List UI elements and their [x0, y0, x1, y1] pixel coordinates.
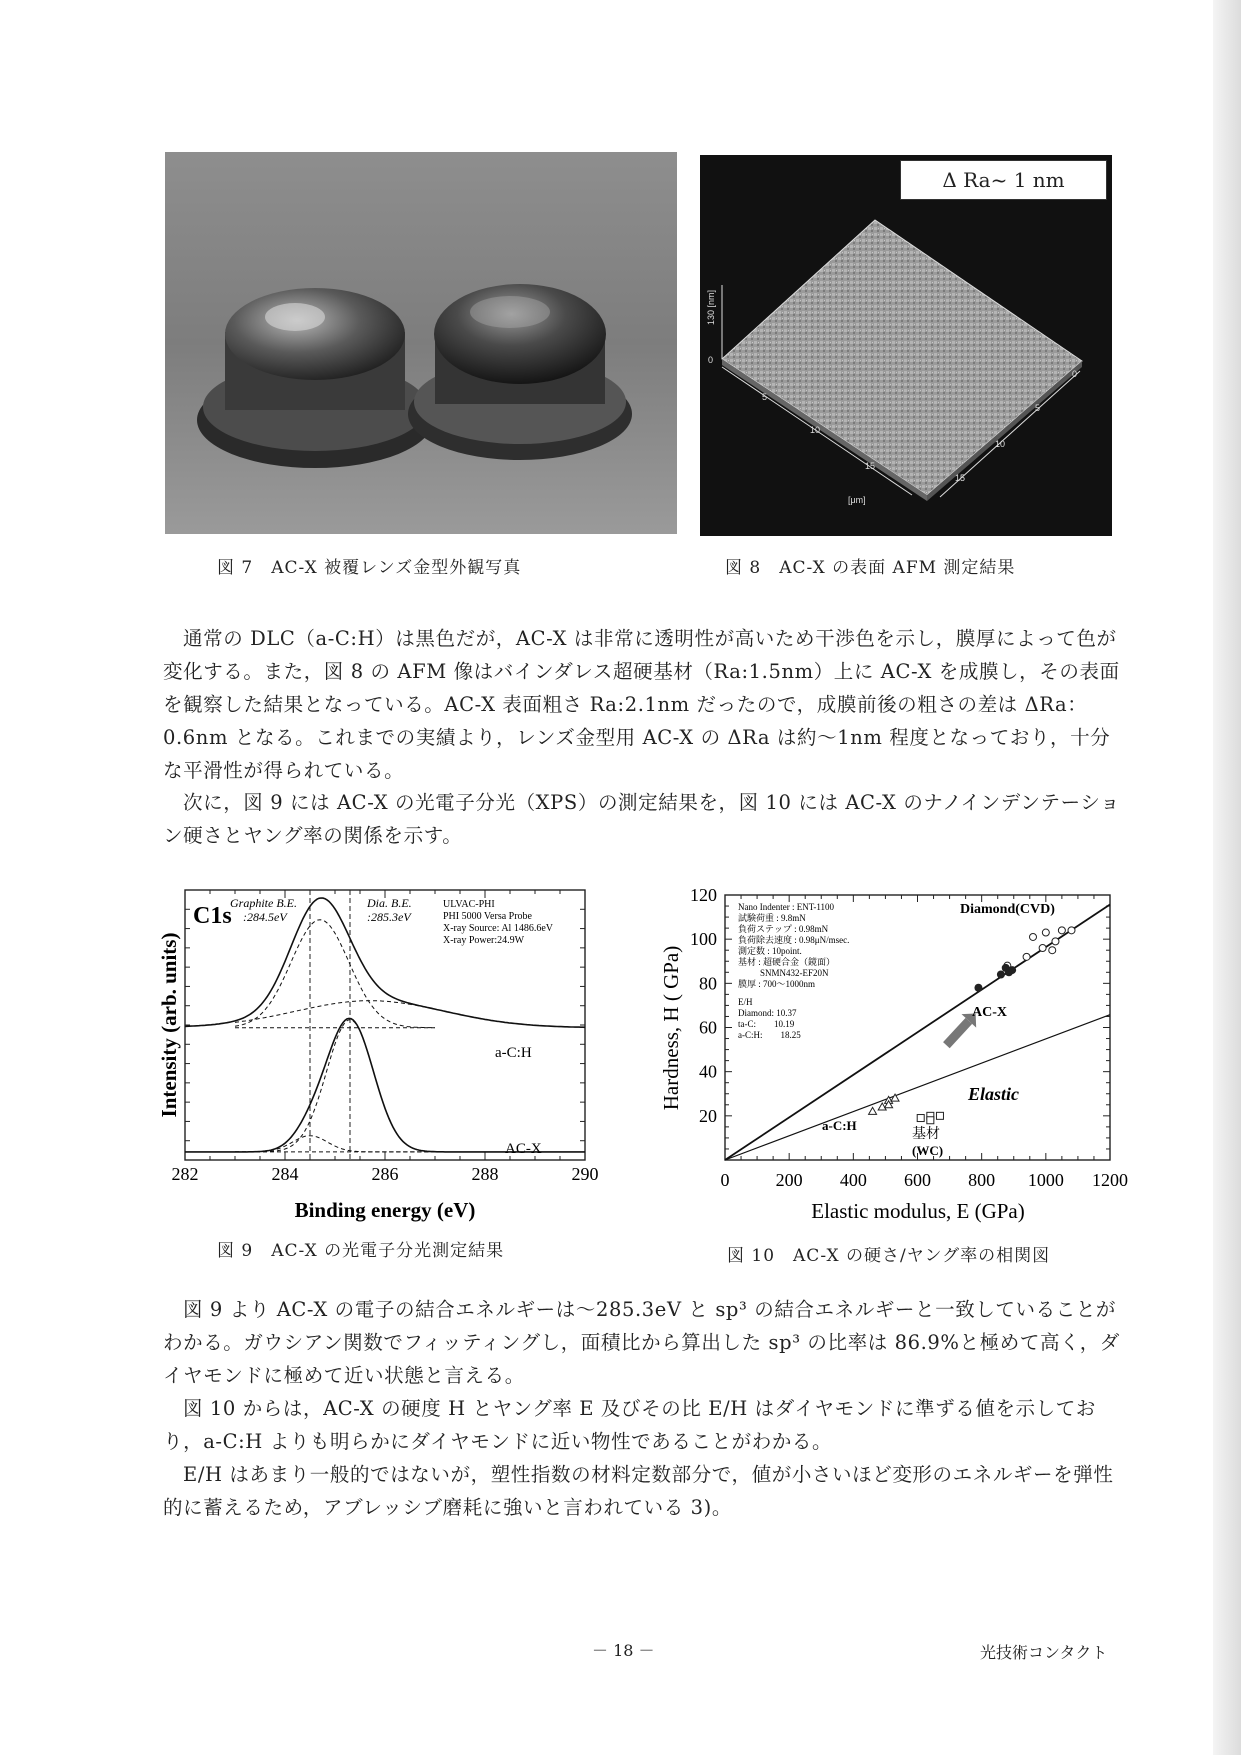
fig10-diamond-point — [1023, 953, 1030, 960]
fig8-unit: [μm] — [848, 495, 866, 505]
fig10-info-line: SNMN432-EF20N — [760, 968, 829, 978]
fig9-ref-label: Dia. B.E. — [367, 896, 412, 910]
fig8-y-tick: 15 — [955, 473, 966, 483]
fig7-caption: 図 7 AC-X 被覆レンズ金型外観写真 — [217, 558, 522, 578]
fig9-ref-value: :285.3eV — [367, 910, 411, 924]
fig10-label-wc: (WC) — [912, 1143, 944, 1158]
fig10-x-tick-label: 400 — [839, 1170, 867, 1190]
fig9-instrument-line: PHI 5000 Versa Probe — [443, 911, 532, 922]
paragraph-3: 図 9 より AC-X の電子の結合エネルギーは～285.3eV と sp³ の結合エネルギーと一致していることがわかる。ガウシアン関数でフィッティングし，面積比から算出した sp³ の比率は 86.9%と極めて高く，ダイヤモンドに極めて近い状態と言える。 — [163, 1298, 1120, 1387]
paragraph-4: 図 10 からは，AC-X の硬度 H とヤング率 E 及びその比 E/H はダイヤモンドに準ずる値を示しており，a-C:H よりも明らかにダイヤモンドに近い物性であることがわかる。 — [163, 1397, 1096, 1453]
fig9-x-tick-label: 282 — [171, 1164, 199, 1184]
fig8-y-tick: 10 — [995, 439, 1006, 449]
fig10-info-line: 試験荷重 : 9.8mN — [738, 913, 806, 923]
fig10-eh-row: Diamond: 10.37 — [738, 1008, 797, 1018]
fig10-y-tick-label: 60 — [699, 1017, 717, 1038]
fig10-label-acx: AC-X — [972, 1005, 1007, 1020]
paragraph-5: E/H はあまり一般的ではないが，塑性指数の材料定数部分で，値が小さいほど変形のエネルギーを弾性的に蓄えるため，アブレッシブ磨耗に強いと言われている 3)。 — [163, 1463, 1114, 1519]
fig9-series-label-ach: a-C:H — [495, 1045, 532, 1061]
fig10-x-tick-label: 1000 — [1027, 1170, 1064, 1190]
fig9-fit-component — [235, 1001, 435, 1023]
fig8-y-tick: 5 — [1035, 403, 1041, 413]
fig9-series-label-acx: AC-X — [505, 1141, 542, 1157]
fig9-xps-chart — [155, 885, 605, 1225]
fig9-instrument-line: ULVAC-PHI — [443, 899, 495, 910]
fig9-y-axis-label: Intensity (arb. units) — [157, 932, 181, 1118]
fig10-y-tick-label: 40 — [699, 1061, 717, 1082]
fig10-label-ach: a-C:H — [822, 1118, 857, 1133]
journal-name: 光技術コンタクト — [980, 1643, 1108, 1662]
fig9-fit-component — [235, 920, 435, 1028]
fig10-diamond-point — [1068, 927, 1075, 934]
fig10-x-tick-label: 200 — [775, 1170, 803, 1190]
fig10-acx-point — [1008, 966, 1016, 974]
fig8-x-tick: 10 — [810, 425, 821, 435]
fig9-x-tick-label: 288 — [471, 1164, 499, 1184]
fig7-photo — [165, 152, 677, 534]
fig10-info-line: 測定数 : 10point. — [738, 946, 802, 956]
fig8-y-tick: 0 — [1072, 369, 1078, 379]
paragraph-1: 通常の DLC（a-C:H）は黒色だが，AC-X は非常に透明性が高いため干渉色を示し，膜厚によって色が変化する。また，図 8 の AFM 像はバインダレス超硬基材（Ra:1.5nm）上に AC-X を成膜し，その表面を観察した結果となっている。AC-X 表面粗さ Ra:2.1nm だったので，成膜前後の粗さの差は ΔRa：0.6nm となる。これまでの実績より，レンズ金型用 AC-X の ΔRa は約～1nm 程度となっており，十分な平滑性が得られている。 — [163, 627, 1120, 782]
fig8-x-tick: 5 — [762, 392, 768, 402]
fig10-x-tick-label: 0 — [720, 1170, 730, 1190]
fig9-spectrum-line — [185, 1018, 585, 1152]
fig10-y-tick-label: 120 — [690, 885, 717, 905]
fig8-z-label: 130 [nm] — [706, 289, 716, 325]
fig10-diamond-point — [1042, 929, 1049, 936]
fig8-z-tick: 0 — [708, 355, 714, 365]
fig10-wc-point — [927, 1117, 934, 1124]
fig10-diamond-point — [1039, 945, 1046, 952]
fig10-eh-row: ta-C: 10.19 — [738, 1019, 795, 1029]
page-edge — [1213, 0, 1241, 1755]
fig10-wc-point — [917, 1115, 924, 1122]
fig10-acx-point — [997, 971, 1005, 979]
fig10-ach-point — [869, 1107, 877, 1114]
fig10-x-tick-label: 600 — [904, 1170, 931, 1190]
fig10-y-axis-label: Hardness, H ( GPa) — [659, 945, 683, 1111]
fig10-y-tick-label: 100 — [690, 929, 717, 950]
fig10-eh-row: a-C:H: 18.25 — [738, 1030, 801, 1040]
fig10-label-diamond: Diamond(CVD) — [960, 902, 1055, 917]
fig10-x-tick-label: 1200 — [1092, 1170, 1128, 1190]
fig9-x-axis-label: Binding energy (eV) — [294, 1198, 476, 1222]
fig9-panel-label: C1s — [193, 903, 232, 929]
page-number: － 18 － — [592, 1641, 655, 1660]
fig10-diamond-point — [1030, 933, 1037, 940]
fig10-arrow-shaft — [946, 1021, 968, 1045]
fig10-diamond-point — [1049, 947, 1056, 954]
fig10-diamond-point — [1058, 927, 1065, 934]
fig8-x-tick: 15 — [865, 461, 876, 471]
fig9-x-tick-label: 290 — [571, 1164, 599, 1184]
fig10-diamond-point — [1052, 938, 1059, 945]
fig9-caption: 図 9 AC-X の光電子分光測定結果 — [217, 1241, 505, 1261]
fig10-wc-point — [936, 1112, 943, 1119]
fig9-x-tick-label: 286 — [371, 1164, 399, 1184]
paragraph-2: 次に，図 9 には AC-X の光電子分光（XPS）の測定結果を，図 10 には AC-X のナノインデンテーション硬さとヤング率の関係を示す。 — [163, 791, 1121, 847]
fig10-acx-point — [974, 984, 982, 992]
fig10-label-substrate: 基材 — [912, 1127, 940, 1142]
fig9-ref-value: :284.5eV — [243, 910, 287, 924]
fig8-caption: 図 8 AC-X の表面 AFM 測定結果 — [725, 558, 1016, 578]
fig9-instrument-line: X-ray Source: Al 1486.6eV — [443, 923, 553, 934]
fig10-eh-title: E/H — [738, 997, 753, 1007]
fig10-info-line: 負荷ステップ : 0.98mN — [738, 924, 829, 934]
fig8-afm-image — [700, 155, 1112, 536]
fig10-x-axis-label: Elastic modulus, E (GPa) — [811, 1199, 1025, 1223]
fig10-y-tick-label: 20 — [699, 1105, 717, 1126]
fig10-info-line: Nano Indenter : ENT-1100 — [738, 902, 835, 912]
fig9-x-tick-label: 284 — [271, 1164, 299, 1184]
fig8-label-box: Δ Ra~ 1 nm — [900, 160, 1107, 200]
fig10-label-elastic: Elastic — [968, 1084, 1020, 1104]
fig10-scatter-chart — [650, 880, 1130, 1230]
fig9-ref-label: Graphite B.E. — [230, 896, 297, 910]
fig9-instrument-line: X-ray Power:24.9W — [443, 935, 525, 946]
fig10-x-tick-label: 800 — [968, 1170, 996, 1190]
fig10-caption: 図 10 AC-X の硬さ/ヤング率の相関図 — [727, 1246, 1051, 1266]
fig10-info-line: 基材 : 超硬合金（鏡面） — [738, 957, 836, 967]
fig10-info-line: 負荷除去速度 : 0.98μN/msec. — [738, 935, 850, 945]
fig10-info-line: 膜厚 : 700～1000nm — [738, 979, 816, 989]
fig10-y-tick-label: 80 — [699, 973, 717, 994]
